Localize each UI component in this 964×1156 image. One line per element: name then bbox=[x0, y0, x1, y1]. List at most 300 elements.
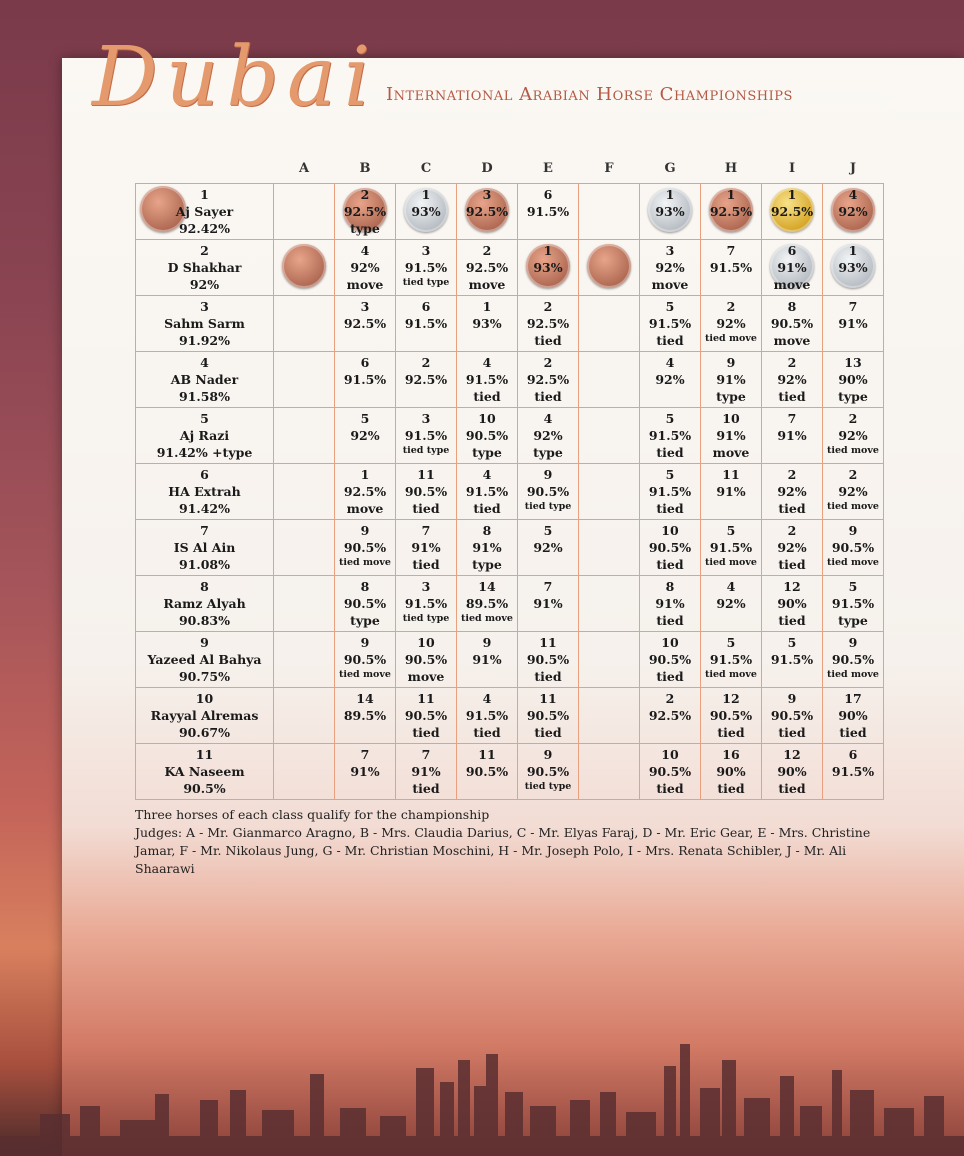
judge-header: I bbox=[788, 160, 796, 176]
tie-note: tied bbox=[656, 445, 684, 460]
score-cell bbox=[640, 688, 701, 744]
tie-note: tied bbox=[534, 389, 562, 404]
score-percent: 92% bbox=[533, 540, 563, 555]
score-cell bbox=[396, 744, 457, 800]
score-percent: 92% bbox=[716, 596, 746, 611]
score-percent: 90.5% bbox=[526, 484, 570, 499]
judge-header: H bbox=[724, 160, 738, 176]
tie-note: tied type bbox=[524, 781, 572, 792]
tie-note: tied move bbox=[339, 557, 391, 568]
tie-note: type bbox=[472, 557, 502, 572]
horse-cell bbox=[136, 296, 274, 352]
score-percent: 90% bbox=[777, 764, 807, 779]
bronze-medal-icon bbox=[282, 244, 326, 288]
placing: 1 bbox=[726, 187, 736, 202]
placing: 7 bbox=[787, 411, 797, 426]
score-cell bbox=[518, 464, 579, 520]
placing: 7 bbox=[543, 579, 553, 594]
score-cell bbox=[579, 352, 640, 408]
horse-cell bbox=[136, 184, 274, 240]
horse-name: AB Nader bbox=[170, 372, 239, 387]
score-percent: 92% bbox=[350, 428, 380, 443]
score-percent: 91.5% bbox=[709, 652, 753, 667]
score-cell bbox=[396, 184, 457, 240]
tie-note: tied bbox=[412, 725, 440, 740]
score-cell bbox=[579, 520, 640, 576]
score-cell bbox=[640, 184, 701, 240]
score-cell bbox=[640, 352, 701, 408]
score-percent: 91.5% bbox=[709, 540, 753, 555]
tie-note: tied bbox=[473, 501, 501, 516]
horse-rank: 11 bbox=[195, 747, 214, 762]
score-percent: 89.5% bbox=[465, 596, 509, 611]
score-cell bbox=[823, 688, 884, 744]
score-cell bbox=[762, 240, 823, 296]
score-cell bbox=[396, 464, 457, 520]
score-percent: 92.5% bbox=[648, 708, 692, 723]
table-row bbox=[136, 240, 884, 296]
horse-name: KA Naseem bbox=[164, 764, 245, 779]
placing: 14 bbox=[356, 691, 374, 706]
tie-note: type bbox=[533, 445, 563, 460]
judges-header-row bbox=[136, 153, 884, 184]
score-percent: 91% bbox=[655, 596, 685, 611]
placing: 5 bbox=[787, 635, 797, 650]
score-percent: 91% bbox=[350, 764, 380, 779]
score-cell bbox=[518, 352, 579, 408]
placing: 11 bbox=[539, 635, 557, 650]
tie-note: tied bbox=[778, 725, 806, 740]
score-percent: 91% bbox=[716, 484, 746, 499]
placing: 4 bbox=[665, 355, 675, 370]
score-cell bbox=[701, 408, 762, 464]
judge-header: F bbox=[604, 160, 614, 176]
score-cell bbox=[396, 576, 457, 632]
score-percent: 91% bbox=[411, 540, 441, 555]
score-percent: 91.5% bbox=[465, 372, 509, 387]
placing: 8 bbox=[665, 579, 675, 594]
score-cell bbox=[396, 632, 457, 688]
score-cell bbox=[823, 464, 884, 520]
horse-name: D Shakhar bbox=[167, 260, 242, 275]
score-cell bbox=[823, 408, 884, 464]
score-cell bbox=[762, 632, 823, 688]
placing: 5 bbox=[726, 523, 736, 538]
judge-header: B bbox=[359, 160, 371, 176]
placing: 16 bbox=[722, 747, 740, 762]
tie-note: tied bbox=[534, 669, 562, 684]
tie-note: tied move bbox=[461, 613, 513, 624]
placing: 5 bbox=[726, 635, 736, 650]
placing: 6 bbox=[848, 747, 858, 762]
tie-note: tied bbox=[656, 501, 684, 516]
placing: 3 bbox=[360, 299, 370, 314]
tie-note: type bbox=[838, 613, 868, 628]
judges-list: Judges: A - Mr. Gianmarco Aragno, B - Mrs. Claudia Darius, C - Mr. Elyas Faraj, D - Mr. Eric Gear, E - Mrs. Christine Jamar, F - Mr. Nikolaus Jung, G - Mr. Christian Moschini, H - Mr. Joseph Polo, I - Mrs. Renata Schibler, J - Mr. Ali Shaarawi bbox=[135, 825, 871, 876]
horse-cell bbox=[136, 352, 274, 408]
score-percent: 90.5% bbox=[709, 708, 753, 723]
score-cell bbox=[701, 520, 762, 576]
placing: 9 bbox=[360, 635, 370, 650]
score-cell bbox=[274, 240, 335, 296]
placing: 2 bbox=[421, 355, 431, 370]
placing: 2 bbox=[482, 243, 492, 258]
tie-note: tied bbox=[778, 781, 806, 796]
placing: 11 bbox=[417, 467, 435, 482]
score-cell bbox=[701, 240, 762, 296]
score-cell bbox=[701, 744, 762, 800]
score-cell bbox=[274, 520, 335, 576]
score-cell bbox=[579, 240, 640, 296]
placing: 11 bbox=[539, 691, 557, 706]
score-cell bbox=[457, 688, 518, 744]
score-percent: 90.5% bbox=[526, 764, 570, 779]
score-cell bbox=[701, 184, 762, 240]
horse-rank: 4 bbox=[200, 355, 209, 370]
judge-header: G bbox=[664, 160, 676, 176]
placing: 14 bbox=[478, 579, 496, 594]
score-cell bbox=[762, 464, 823, 520]
placing: 10 bbox=[417, 635, 435, 650]
placing: 5 bbox=[665, 467, 675, 482]
score-cell bbox=[457, 296, 518, 352]
horse-score: 91.58% bbox=[178, 389, 231, 404]
table-row bbox=[136, 352, 884, 408]
placing: 4 bbox=[482, 467, 492, 482]
placing: 9 bbox=[360, 523, 370, 538]
score-percent: 90.5% bbox=[465, 428, 509, 443]
placing: 3 bbox=[421, 411, 431, 426]
score-percent: 91% bbox=[777, 428, 807, 443]
score-percent: 92.5% bbox=[526, 316, 570, 331]
score-cell bbox=[335, 408, 396, 464]
score-cell bbox=[762, 408, 823, 464]
judge-header: C bbox=[420, 160, 432, 176]
tie-note: tied bbox=[534, 333, 562, 348]
placing: 11 bbox=[478, 747, 496, 762]
placing: 1 bbox=[543, 243, 553, 258]
score-cell bbox=[274, 184, 335, 240]
score-cell bbox=[701, 576, 762, 632]
score-percent: 90.5% bbox=[648, 540, 692, 555]
score-percent: 90.5% bbox=[648, 764, 692, 779]
tie-note: type bbox=[350, 613, 380, 628]
score-cell bbox=[518, 688, 579, 744]
score-percent: 90% bbox=[838, 708, 868, 723]
judge-header: A bbox=[298, 160, 310, 176]
horse-score: 90.5% bbox=[183, 781, 226, 796]
placing: 2 bbox=[360, 187, 370, 202]
score-percent: 92% bbox=[533, 428, 563, 443]
score-cell bbox=[274, 688, 335, 744]
tie-note: move bbox=[712, 445, 750, 460]
placing: 4 bbox=[848, 187, 858, 202]
horse-name: Aj Sayer bbox=[175, 204, 234, 219]
score-percent: 91.5% bbox=[648, 316, 692, 331]
tie-note: move bbox=[773, 333, 811, 348]
score-cell bbox=[518, 408, 579, 464]
score-percent: 92.5% bbox=[404, 372, 448, 387]
score-percent: 91.5% bbox=[709, 260, 753, 275]
horse-name: Ramz Alyah bbox=[163, 596, 246, 611]
tie-note: move bbox=[407, 669, 445, 684]
score-cell bbox=[518, 520, 579, 576]
tie-note: tied bbox=[778, 389, 806, 404]
placing: 5 bbox=[665, 411, 675, 426]
score-cell bbox=[640, 296, 701, 352]
score-percent: 90.5% bbox=[770, 708, 814, 723]
score-cell bbox=[274, 352, 335, 408]
score-cell bbox=[579, 632, 640, 688]
score-cell bbox=[335, 520, 396, 576]
horse-name: Aj Razi bbox=[179, 428, 230, 443]
score-percent: 92% bbox=[777, 484, 807, 499]
placing: 12 bbox=[783, 579, 801, 594]
score-percent: 90% bbox=[777, 596, 807, 611]
results-table bbox=[135, 153, 884, 800]
tie-note: move bbox=[346, 501, 384, 516]
score-percent: 91.5% bbox=[404, 596, 448, 611]
placing: 5 bbox=[543, 523, 553, 538]
score-cell bbox=[335, 576, 396, 632]
tie-note: tied bbox=[473, 389, 501, 404]
placing: 8 bbox=[360, 579, 370, 594]
placing: 3 bbox=[421, 579, 431, 594]
tie-note: tied bbox=[778, 557, 806, 572]
table-row bbox=[136, 184, 884, 240]
score-cell bbox=[579, 296, 640, 352]
score-cell bbox=[579, 688, 640, 744]
tie-note: tied bbox=[717, 725, 745, 740]
placing: 7 bbox=[848, 299, 858, 314]
placing: 13 bbox=[844, 355, 862, 370]
score-cell bbox=[396, 240, 457, 296]
score-percent: 89.5% bbox=[343, 708, 387, 723]
score-percent: 90.5% bbox=[404, 484, 448, 499]
score-cell bbox=[396, 296, 457, 352]
placing: 3 bbox=[421, 243, 431, 258]
score-cell bbox=[579, 408, 640, 464]
score-percent: 93% bbox=[655, 204, 685, 219]
placing: 11 bbox=[722, 467, 740, 482]
score-percent: 92% bbox=[655, 260, 685, 275]
score-percent: 93% bbox=[838, 260, 868, 275]
score-cell bbox=[274, 744, 335, 800]
score-cell bbox=[274, 464, 335, 520]
score-cell bbox=[701, 632, 762, 688]
horse-cell bbox=[136, 520, 274, 576]
horse-rank: 2 bbox=[200, 243, 209, 258]
score-cell bbox=[335, 744, 396, 800]
score-cell bbox=[762, 296, 823, 352]
placing: 7 bbox=[421, 523, 431, 538]
placing: 9 bbox=[848, 635, 858, 650]
notes-section bbox=[135, 806, 895, 878]
tie-note: type bbox=[350, 221, 380, 236]
placing: 4 bbox=[543, 411, 553, 426]
score-percent: 90.5% bbox=[465, 764, 509, 779]
score-cell bbox=[823, 240, 884, 296]
placing: 9 bbox=[543, 747, 553, 762]
tie-note: move bbox=[346, 277, 384, 292]
placing: 4 bbox=[482, 355, 492, 370]
horse-name: IS Al Ain bbox=[173, 540, 236, 555]
score-percent: 91.5% bbox=[648, 428, 692, 443]
dubai-logo: Dubai bbox=[92, 30, 379, 125]
score-cell bbox=[823, 520, 884, 576]
page-subtitle: International Arabian Horse Championships bbox=[386, 84, 793, 105]
score-cell bbox=[823, 184, 884, 240]
tie-note: tied bbox=[412, 501, 440, 516]
horse-rank: 1 bbox=[200, 187, 209, 202]
tie-note: tied bbox=[656, 557, 684, 572]
score-cell bbox=[823, 744, 884, 800]
horse-score: 92.42% bbox=[178, 221, 231, 236]
score-cell bbox=[335, 632, 396, 688]
score-percent: 92.5% bbox=[343, 484, 387, 499]
placing: 2 bbox=[543, 299, 553, 314]
horse-cell bbox=[136, 408, 274, 464]
score-percent: 92.5% bbox=[465, 260, 509, 275]
placing: 2 bbox=[848, 411, 858, 426]
score-cell bbox=[823, 296, 884, 352]
score-cell bbox=[518, 184, 579, 240]
score-percent: 92.5% bbox=[709, 204, 753, 219]
score-cell bbox=[335, 352, 396, 408]
score-percent: 92.5% bbox=[770, 204, 814, 219]
placing: 4 bbox=[360, 243, 370, 258]
placing: 5 bbox=[665, 299, 675, 314]
horse-rank: 8 bbox=[200, 579, 209, 594]
tie-note: tied move bbox=[705, 333, 757, 344]
score-percent: 91.5% bbox=[343, 372, 387, 387]
score-cell bbox=[518, 576, 579, 632]
horse-header bbox=[136, 153, 274, 184]
score-cell bbox=[335, 688, 396, 744]
tie-note: tied bbox=[778, 613, 806, 628]
placing: 8 bbox=[482, 523, 492, 538]
horse-cell bbox=[136, 240, 274, 296]
score-percent: 92% bbox=[716, 316, 746, 331]
tie-note: tied bbox=[656, 781, 684, 796]
placing: 8 bbox=[787, 299, 797, 314]
score-percent: 93% bbox=[411, 204, 441, 219]
score-cell bbox=[823, 632, 884, 688]
placing: 10 bbox=[661, 523, 679, 538]
tie-note: tied move bbox=[705, 557, 757, 568]
placing: 10 bbox=[478, 411, 496, 426]
horse-score: 91.42% +type bbox=[156, 445, 253, 460]
score-percent: 91% bbox=[716, 428, 746, 443]
placing: 12 bbox=[722, 691, 740, 706]
placing: 6 bbox=[421, 299, 431, 314]
score-percent: 90.5% bbox=[404, 652, 448, 667]
score-percent: 92.5% bbox=[343, 204, 387, 219]
horse-rank: 5 bbox=[200, 411, 209, 426]
score-cell bbox=[579, 464, 640, 520]
score-percent: 91% bbox=[411, 764, 441, 779]
tie-note: tied bbox=[412, 557, 440, 572]
tie-note: tied bbox=[656, 613, 684, 628]
score-percent: 91% bbox=[533, 596, 563, 611]
score-cell bbox=[701, 296, 762, 352]
bronze-medal-icon bbox=[587, 244, 631, 288]
tie-note: tied bbox=[656, 333, 684, 348]
score-cell bbox=[701, 688, 762, 744]
table-row bbox=[136, 408, 884, 464]
horse-rank: 7 bbox=[200, 523, 209, 538]
score-percent: 91.5% bbox=[831, 596, 875, 611]
score-percent: 92% bbox=[838, 428, 868, 443]
score-cell bbox=[396, 408, 457, 464]
score-cell bbox=[640, 576, 701, 632]
score-cell bbox=[640, 408, 701, 464]
score-percent: 91.5% bbox=[465, 708, 509, 723]
placing: 1 bbox=[665, 187, 675, 202]
horse-cell bbox=[136, 744, 274, 800]
score-cell bbox=[335, 240, 396, 296]
score-cell bbox=[457, 184, 518, 240]
table-row bbox=[136, 744, 884, 800]
judge-header: D bbox=[481, 160, 493, 176]
placing: 6 bbox=[360, 355, 370, 370]
score-percent: 90.5% bbox=[648, 652, 692, 667]
score-percent: 90.5% bbox=[831, 652, 875, 667]
placing: 2 bbox=[543, 355, 553, 370]
tie-note: tied bbox=[839, 725, 867, 740]
table-row bbox=[136, 632, 884, 688]
score-cell bbox=[457, 520, 518, 576]
score-percent: 90% bbox=[716, 764, 746, 779]
score-percent: 90.5% bbox=[526, 708, 570, 723]
placing: 10 bbox=[661, 747, 679, 762]
score-cell bbox=[274, 576, 335, 632]
score-cell bbox=[762, 184, 823, 240]
score-percent: 90.5% bbox=[343, 596, 387, 611]
placing: 5 bbox=[848, 579, 858, 594]
placing: 9 bbox=[787, 691, 797, 706]
score-cell bbox=[579, 744, 640, 800]
placing: 2 bbox=[848, 467, 858, 482]
score-cell bbox=[701, 352, 762, 408]
score-cell bbox=[579, 184, 640, 240]
score-cell bbox=[640, 744, 701, 800]
tie-note: type bbox=[472, 445, 502, 460]
table-row bbox=[136, 520, 884, 576]
score-cell bbox=[762, 520, 823, 576]
horse-rank: 3 bbox=[200, 299, 209, 314]
score-cell bbox=[457, 632, 518, 688]
score-cell bbox=[518, 296, 579, 352]
score-cell bbox=[335, 184, 396, 240]
score-percent: 90.5% bbox=[404, 708, 448, 723]
placing: 2 bbox=[787, 523, 797, 538]
score-cell bbox=[640, 520, 701, 576]
horse-score: 92% bbox=[189, 277, 220, 292]
table-row bbox=[136, 688, 884, 744]
table-row bbox=[136, 296, 884, 352]
placing: 10 bbox=[661, 635, 679, 650]
horse-name: Sahm Sarm bbox=[164, 316, 245, 331]
tie-note: tied type bbox=[524, 501, 572, 512]
judge-header: J bbox=[849, 160, 857, 176]
placing: 9 bbox=[848, 523, 858, 538]
table-row bbox=[136, 464, 884, 520]
score-percent: 91% bbox=[838, 316, 868, 331]
horse-score: 91.08% bbox=[178, 557, 231, 572]
score-percent: 92% bbox=[350, 260, 380, 275]
score-cell bbox=[762, 744, 823, 800]
